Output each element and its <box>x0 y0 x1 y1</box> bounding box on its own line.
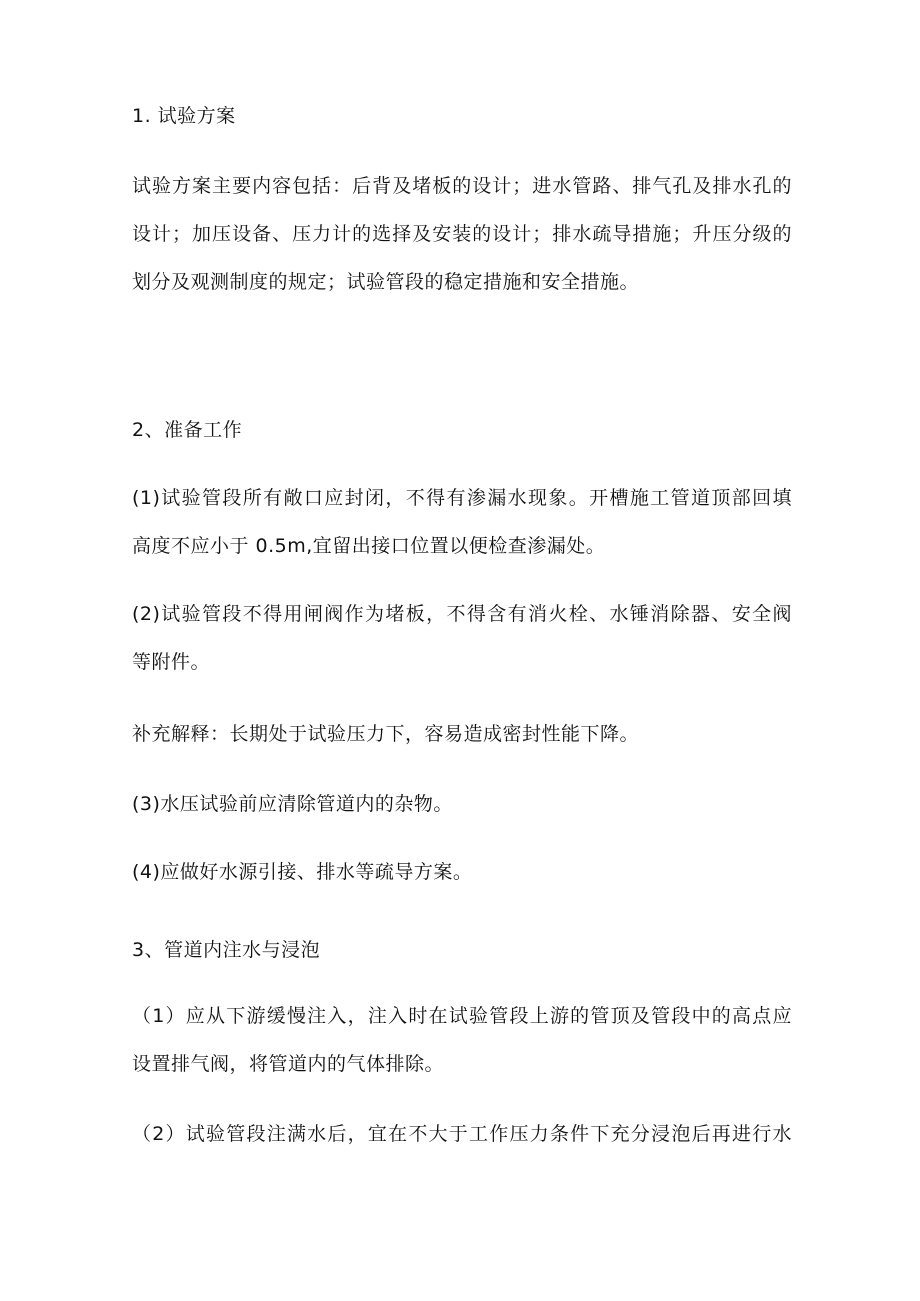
paragraph-line: 设计；加压设备、压力计的选择及安装的设计；排水疏导措施；升压分级的 <box>132 223 792 245</box>
paragraph-line: 划分及观测制度的规定；试验管段的稳定措施和安全措施。 <box>132 271 640 293</box>
paragraph-line: （1）应从下游缓慢注入，注入时在试验管段上游的管顶及管段中的高点应 <box>132 1005 792 1027</box>
section-heading-3: 3、管道内注水与浸泡 <box>132 939 321 961</box>
paragraph-line: 等附件。 <box>132 651 211 673</box>
section-heading-2: 2、准备工作 <box>132 419 243 441</box>
paragraph-line: 补充解释：长期处于试验压力下，容易造成密封性能下降。 <box>132 723 640 745</box>
section-heading-1: 1. 试验方案 <box>132 105 236 127</box>
paragraph-line: (1)试验管段所有敞口应封闭，不得有渗漏水现象。开槽施工管道顶部回填 <box>132 487 792 509</box>
paragraph-line: (4)应做好水源引接、排水等疏导方案。 <box>132 861 473 883</box>
paragraph-line: (3)水压试验前应清除管道内的杂物。 <box>132 793 453 815</box>
paragraph-line: 设置排气阀，将管道内的气体排除。 <box>132 1053 445 1075</box>
paragraph-line: 高度不应小于 0.5m,宜留出接口位置以便检查渗漏处。 <box>132 535 606 557</box>
paragraph-line: (2)试验管段不得用闸阀作为堵板，不得含有消火栓、水锤消除器、安全阀 <box>132 603 792 625</box>
paragraph-line: 试验方案主要内容包括：后背及堵板的设计；进水管路、排气孔及排水孔的 <box>132 175 792 197</box>
paragraph-line: （2）试验管段注满水后，宜在不大于工作压力条件下充分浸泡后再进行水 <box>132 1123 792 1145</box>
